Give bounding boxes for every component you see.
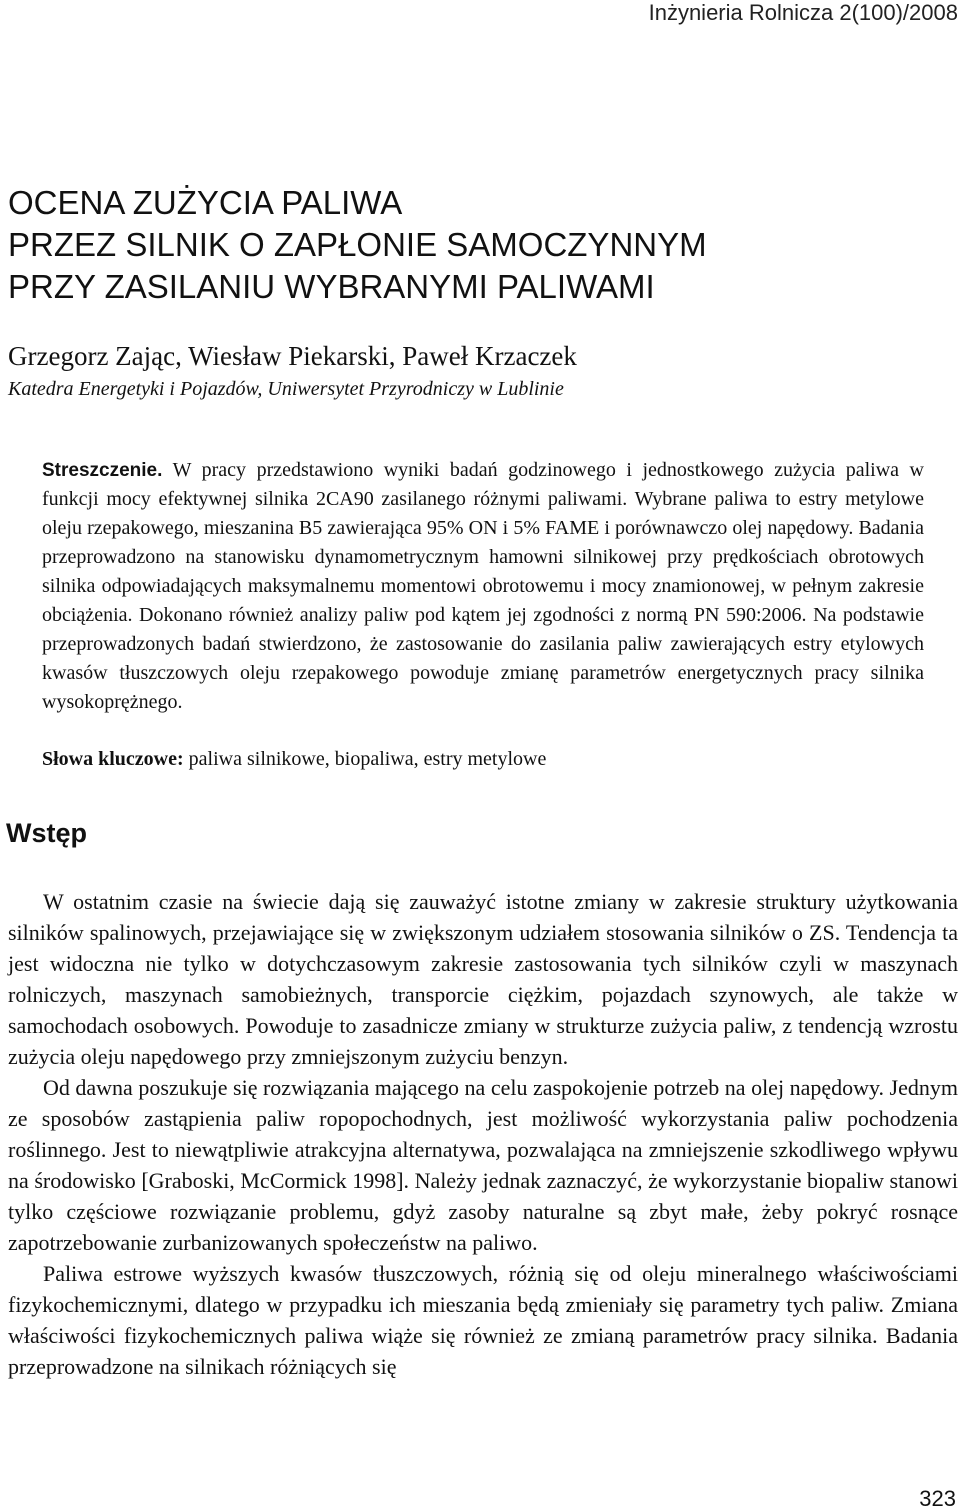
title-line: OCENA ZUŻYCIA PALIWA (8, 184, 403, 221)
authors: Grzegorz Zając, Wiesław Piekarski, Paweł Krzaczek (8, 341, 577, 371)
paragraph: Paliwa estrowe wyższych kwasów tłuszczowych, różnią się od oleju mineralnego właściwościami fizykochemicznymi, dlatego w przypadku ich mieszania będą zmieniały się parametry tych paliw. Zmiana właściwości fizykochemicznych paliwa wiąże się również ze zmianą parametrów pracy silnika. Badania przeprowadzone na silnikach różniących się (8, 1261, 958, 1379)
keywords-label: Słowa kluczowe: (42, 748, 184, 770)
page-number: 323 (919, 1486, 956, 1511)
article-title (8, 182, 707, 308)
abstract-label: Streszczenie. (42, 460, 163, 481)
affiliation: Katedra Energetyki i Pojazdów, Uniwersytet Przyrodniczy w Lublinie (8, 378, 564, 400)
section-heading: Wstęp (6, 818, 87, 848)
title-line: PRZY ZASILANIU WYBRANYMI PALIWAMI (8, 268, 655, 305)
abstract-text: W pracy przedstawiono wyniki badań godzinowego i jednostkowego zużycia paliwa w funkcji mocy efektywnej silnika 2CA90 zasilanego różnymi paliwami. Wybrane paliwa to estry metylowe oleju rzepakowego, mieszanina B5 zawierająca 95% ON i 5% FAME i porównawczo olej napędowy. Badania przeprowadzono na stanowisku dynamometrycznym hamowni silnikowej przy prędkościach obrotowych silnika odpowiadających maksymalnemu momentowi obrotowemu i mocy znamionowej, w pełnym zakresie obciążenia. Dokonano również analizy paliw pod kątem jej zgodności z normą PN 590:2006. Na podstawie przeprowadzonych badań stwierdzono, że zastosowanie do zasilania paliw zawierających estry etylowych kwasów tłuszczowych oleju rzepakowego powoduje zmianę parametrów energetycznych pracy silnika wysokoprężnego. (42, 459, 924, 713)
body-text (8, 886, 958, 1382)
abstract (42, 456, 924, 717)
paragraph: W ostatnim czasie na świecie dają się zauważyć istotne zmiany w zakresie struktury użytkowania silników spalinowych, przejawiające się w zwiększonym udziałem stosowania silników o ZS. Tendencja ta jest widoczna nie tylko w dotychczasowym zakresie zastosowania tych silników czyli w maszynach rolniczych, maszynach samobieżnych, transporcie ciężkim, pojazdach szynowych, ale także w samochodach osobowych. Powoduje to zasadnicze zmiany w strukturze zużycia paliw, z tendencją wzrostu zużycia oleju napędowego przy zmniejszonym zużyciu benzyn. (8, 889, 958, 1069)
paragraph: Od dawna poszukuje się rozwiązania mającego na celu zaspokojenie potrzeb na olej napędowy. Jednym ze sposobów zastąpienia paliw ropopochodnych, jest możliwość wykorzystania paliw pochodzenia roślinnego. Jest to niewątpliwie atrakcyjna alternatywa, pozwalająca na zmniejszenie szkodliwego wpływu na środowisko [Graboski, McCormick 1998]. Należy jednak zaznaczyć, że wykorzystanie biopaliw stanowi tylko częściowe rozwiązanie problemu, gdyż zasoby naturalne są zbyt małe, żeby pokryć rosnące zapotrzebowanie zurbanizowanych społeczeństw na paliwo. (8, 1075, 958, 1255)
keywords-text: paliwa silnikowe, biopaliwa, estry metylowe (183, 748, 547, 770)
keywords (42, 744, 546, 774)
journal-header: Inżynieria Rolnicza 2(100)/2008 (648, 0, 958, 25)
title-line: PRZEZ SILNIK O ZAPŁONIE SAMOCZYNNYM (8, 226, 707, 263)
